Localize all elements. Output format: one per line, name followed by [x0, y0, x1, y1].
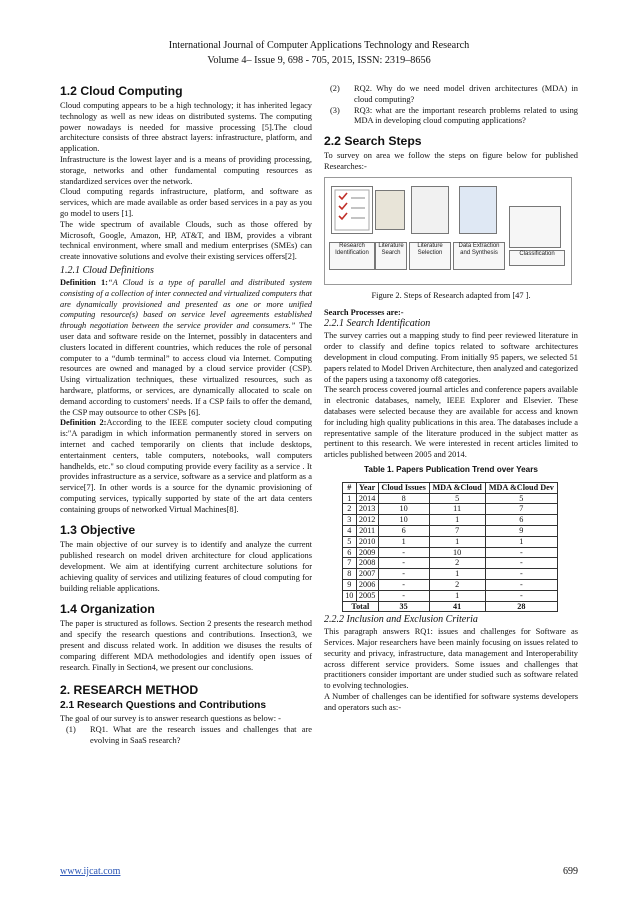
- table-cell: 2009: [356, 547, 378, 558]
- table-cell: 1: [343, 493, 357, 504]
- paragraph: Infrastructure is the lowest layer and is a means of providing processing, storage, networks and other fundamental computing resources as standardized services over the network.: [60, 154, 312, 186]
- list-item: [60, 725, 312, 747]
- table-cell: 7: [429, 525, 485, 536]
- table-cell: 8: [343, 569, 357, 580]
- table-cell: 6: [378, 525, 429, 536]
- table-cell: 2: [343, 504, 357, 515]
- table-cell: 2013: [356, 504, 378, 515]
- table-header-cell: MDA &Cloud Dev: [485, 482, 557, 493]
- section-heading: 2.2 Search Steps: [324, 134, 422, 149]
- checklist-image: [331, 186, 373, 234]
- table-cell: 1: [485, 536, 557, 547]
- total-cell: 41: [429, 601, 485, 612]
- journal-title: International Journal of Computer Applications Technology and Research: [168, 40, 470, 51]
- table-cell: 2005: [356, 590, 378, 601]
- table-cell: 2012: [356, 515, 378, 526]
- paragraph: This paragraph answers RQ1: issues and challenges for Software as Services. Major researchers have been mainly focusing on issues related to security and privacy, infrastructure, data management and Interoperability across different service providers. Some issues and challenges that practitioners consider important are under studied such as software related to evolving technologies.: [324, 627, 578, 691]
- table-row: [343, 558, 558, 569]
- table-cell: 5: [485, 493, 557, 504]
- table-cell: 10: [378, 515, 429, 526]
- search-processes-label: Search Processes are:-: [324, 307, 404, 317]
- table-cell: 11: [429, 504, 485, 515]
- definition-text: According to the IEEE computer society cloud computing is:"A paradigm in which information permanently stored in servers on internet and cached temporarily on clients that include desktops, entertainment centers, table computers, notebooks, wall computers handhelds, etc." so cloud computing provide every facility as a service . It provides infrastructure as a service, software as a service and platform as a service[7]. In other words is a source for the dynamic provisioning of computing services, typically supported by state of the art data centers containing groups of networked Virtual Machines[8].: [60, 418, 312, 514]
- classification-icon: [509, 206, 561, 248]
- left-column: [60, 84, 312, 747]
- figure-caption: Figure 2. Steps of Research adapted from [47 ].: [371, 290, 531, 300]
- list-item: [324, 84, 578, 106]
- subsection-heading: 1.2.1 Cloud Definitions: [60, 264, 154, 276]
- table-cell: 1: [378, 536, 429, 547]
- table-cell: 3: [343, 515, 357, 526]
- subsection-heading: 2.2.2 Inclusion and Exclusion Criteria: [324, 614, 478, 626]
- table-cell: 9: [343, 579, 357, 590]
- journal-volume: Volume 4– Issue 9, 698 - 705, 2015, ISSN: 2319–8656: [207, 55, 431, 66]
- table-header-cell: Year: [356, 482, 378, 493]
- section-heading: 1.3 Objective: [60, 523, 136, 538]
- table-cell: 1: [429, 536, 485, 547]
- papers-icon: [411, 186, 449, 234]
- table-cell: 2010: [356, 536, 378, 547]
- definition-label: Definition 2:: [60, 418, 107, 428]
- table-row: [343, 504, 558, 515]
- table-row: [343, 590, 558, 601]
- table-cell: 2: [429, 579, 485, 590]
- list-number: (1): [66, 725, 76, 735]
- table-cell: 2008: [356, 558, 378, 569]
- table-header-cell: #: [343, 482, 357, 493]
- list-text: RQ2. Why do we need model driven architectures (MDA) in cloud computing?: [354, 84, 578, 104]
- table-cell: 5: [343, 536, 357, 547]
- subsection-heading: 2.2.1 Search Identification: [324, 318, 431, 330]
- table-cell: 10: [343, 590, 357, 601]
- paragraph: Cloud computing regards infrastructure, platform, and software as services, which are made available as order based services in a pay as you go model to users [1].: [60, 187, 312, 218]
- journal-header: [0, 38, 638, 68]
- definition-1: [60, 278, 312, 418]
- table-cell: 7: [485, 504, 557, 515]
- paragraph: To survey on area we follow the steps on figure below for published Researches:-: [324, 151, 578, 171]
- table-cell: -: [485, 547, 557, 558]
- definition-label: Definition 1:: [60, 277, 108, 287]
- step-literature-selection: Literature Selection: [409, 242, 451, 270]
- books-icon: [375, 190, 405, 230]
- paragraph: The paper is structured as follows. Section 2 presents the research method and specify the research questions and contributions. Insection3, we present and discuss related work. In addition we disuses the results of comparing different MDA methodologies and identify open issues of research. Finally in Section4, we present our conclusions.: [60, 619, 312, 672]
- table-cell: -: [485, 569, 557, 580]
- table-cell: 1: [429, 515, 485, 526]
- table-cell: -: [485, 579, 557, 590]
- section-heading: 2. RESEARCH METHOD: [60, 683, 199, 698]
- paragraph: The wide spectrum of available Clouds, such as those offered by Microsoft, Google, Amazon, HP, AT&T, and IBM, provides a vibrant technical environment, where small and medium enterprises (SMEs) can create innovative solutions and evolve their existing services offers[2].: [60, 219, 312, 262]
- research-steps-figure: [324, 177, 572, 285]
- table-row: [343, 579, 558, 590]
- table-cell: 1: [429, 590, 485, 601]
- table-cell: 5: [429, 493, 485, 504]
- table-cell: 8: [378, 493, 429, 504]
- table-header-row: [343, 482, 558, 493]
- table-caption: Table 1. Papers Publication Trend over Years: [364, 464, 538, 474]
- total-cell: 35: [378, 601, 429, 612]
- paragraph: Cloud computing appears to be a high technology; it has inherited legacy technology as well as new ideas on distributed systems. The computing power nowadays is needed for massive processing [5].The cloud architecture consists of three abstract layers: infrastructure, platform, and application.: [60, 101, 312, 154]
- table-cell: 10: [429, 547, 485, 558]
- table-cell: -: [378, 558, 429, 569]
- data-icon: [459, 186, 497, 234]
- definition-2: [60, 418, 312, 515]
- table-cell: 2011: [356, 525, 378, 536]
- table-cell: 2007: [356, 569, 378, 580]
- total-label: Total: [343, 601, 379, 612]
- table-body: [343, 493, 558, 612]
- table-cell: -: [378, 579, 429, 590]
- step-classification: Classification: [509, 250, 565, 266]
- table-cell: 4: [343, 525, 357, 536]
- step-literature-search: Literature Search: [375, 242, 407, 270]
- table-header-cell: Cloud Issues: [378, 482, 429, 493]
- table-cell: -: [378, 590, 429, 601]
- definition-quote: “A Cloud is a type of parallel and distributed system consisting of a collection of inter connected and virtualized computers that are dynamically provisioned and presented as one or more unified computing resource(s) based on service level agreements established through negotiation between the service provider and consumers.”: [60, 277, 312, 331]
- paragraph: The main objective of our survey is to identify and analyze the current published research on model driven architecture for cloud applications development. We aim at identifying current architecture solutions for achieving quality of services and utilizing features of cloud computing for building reliable applications.: [60, 540, 312, 593]
- research-questions: [324, 84, 578, 127]
- table-cell: -: [485, 558, 557, 569]
- section-heading: 1.2 Cloud Computing: [60, 84, 183, 98]
- list-text: RQ3: what are the important research problems related to using MDA in developing cloud computing applications?: [354, 105, 578, 126]
- table-cell: 6: [343, 547, 357, 558]
- paragraph: The survey carries out a mapping study to find peer reviewed literature in order to classify and define topics related to software architectures development in cloud computing. From initially 95 papers, we selected 51 papers related to Model Driven Architecture, then analyzed and categorized of the papers using a taxonomy of8 categories.: [324, 331, 578, 384]
- table-cell: -: [378, 569, 429, 580]
- total-cell: 28: [485, 601, 557, 612]
- list-text: RQ1. What are the research issues and challenges that are evolving in SaaS research?: [90, 725, 312, 746]
- step-research-identification: Research Identification: [329, 242, 375, 270]
- table-row: [343, 547, 558, 558]
- table-row: [343, 525, 558, 536]
- table-cell: -: [485, 590, 557, 601]
- paragraph: The search process covered journal articles and conference papers available in electronic databases, namely, IEEE Explorer and Elsevier. These databases were selected because they are available for access and known for including high quality publications in this area. The databases include a representative sample of the literature produced in the subject matter as pertinent to this research. We were interested in recent articles limited to articles published between 2005 and 2014.: [324, 385, 578, 460]
- table-cell: 2: [429, 558, 485, 569]
- step-data-extraction: Data Extraction and Synthesis: [453, 242, 505, 270]
- table-cell: 2006: [356, 579, 378, 590]
- list-number: (3): [330, 105, 340, 115]
- table-cell: 9: [485, 525, 557, 536]
- table-cell: 2014: [356, 493, 378, 504]
- definition-text: The user data and software reside on the Internet, possibly in datacenters and clusters located in different countries, which reduces the role of personal computer to a “dumb terminal” to access cloud via Internet. Computing resources are owned and managed by a cloud service provider (CSP). Using virtualization techniques, these virtualized resources, such as hardware, platforms, or services, are dynamically allocated to scale on demand according to customers' needs. If a CSP fails to offer the demand, the CSP may outsource to other CSPs [6].: [60, 321, 312, 417]
- checklist-icon: [332, 187, 372, 233]
- paragraph: A Number of challenges can be identified for software systems developers and operators such as:-: [324, 692, 578, 712]
- table-cell: 7: [343, 558, 357, 569]
- table-cell: 10: [378, 504, 429, 515]
- right-column: [324, 84, 578, 714]
- research-questions: [60, 725, 312, 747]
- table-cell: 6: [485, 515, 557, 526]
- list-number: (2): [330, 84, 340, 93]
- table-cell: 1: [429, 569, 485, 580]
- table-total-row: [343, 601, 558, 612]
- table-row: [343, 536, 558, 547]
- table-cell: -: [378, 547, 429, 558]
- journal-url-link[interactable]: www.ijcat.com: [60, 866, 121, 877]
- list-item: [324, 106, 578, 128]
- subsection-heading: 2.1 Research Questions and Contributions: [60, 700, 267, 712]
- table-header-cell: MDA &Cloud: [429, 482, 485, 493]
- table-row: [343, 515, 558, 526]
- paragraph: The goal of our survey is to answer research questions as below: -: [60, 714, 281, 724]
- table-row: [343, 493, 558, 504]
- table-row: [343, 569, 558, 580]
- section-heading: 1.4 Organization: [60, 602, 155, 617]
- publication-trend-table: [342, 482, 558, 613]
- page-number: 699: [563, 866, 578, 877]
